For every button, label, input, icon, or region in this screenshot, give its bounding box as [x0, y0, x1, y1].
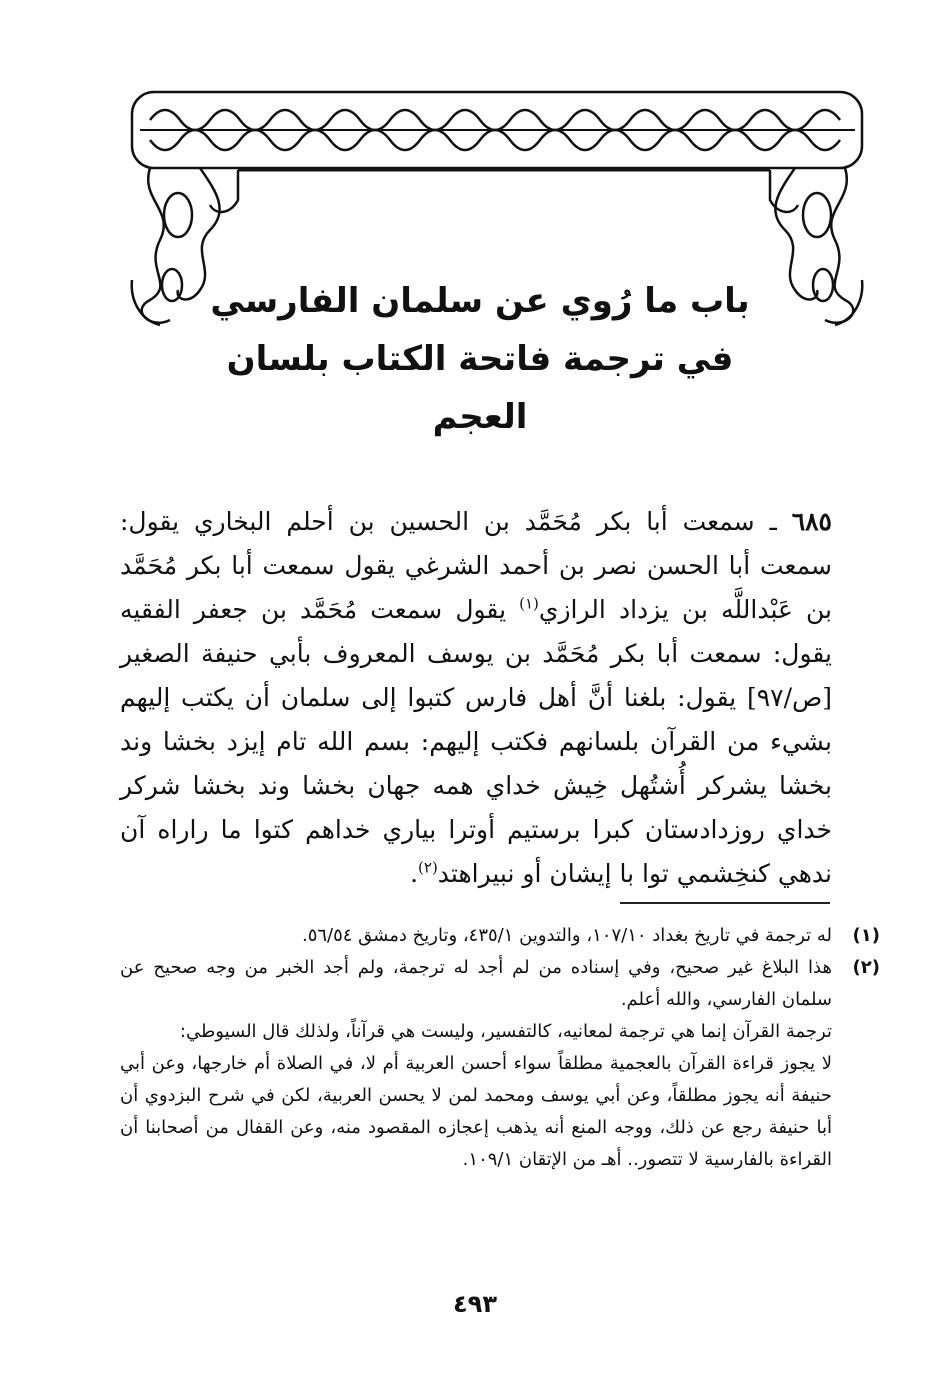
footnote-ref-1: (١)	[519, 594, 539, 613]
chapter-title-line-1: باب ما رُوي عن سلمان الفارسي	[210, 281, 750, 321]
hadith-paragraph	[120, 500, 832, 896]
footnote-2-number: (٢)	[852, 957, 880, 978]
chapter-title	[200, 272, 760, 446]
footnote-2-paragraph-2: لا يجوز قراءة القرآن بالعجمية مطلقاً سواء أحسن العربية أم لا، في الصلاة أم خارجها، وعن أبي حنيفة أنه يجوز مطلقاً، وعن أبي يوسف ومحمد لمن لا يحسن العربية، لكن في شرح البزدوي أن أبا حنيفة رجع عن ذلك، ووجه المنع أنه يذهب إعجازه المقصود منه، وعن القفال من أصحابنا أن القراءة بالفارسية لا تتصور.. أهـ من الإتقان ١٠٩/١.	[120, 1053, 832, 1170]
page-number: ٤٩٣	[453, 1290, 497, 1318]
footnote-2-paragraph-1: ترجمة القرآن إنما هي ترجمة لمعانيه، كالتفسير، وليست هي قرآناً، ولذلك قال السيوطي:	[179, 1021, 832, 1042]
footnote-1-text: له ترجمة في تاريخ بغداد ١٠٧/١٠، والتدوين ٤٣٥/١، وتاريخ دمشق ٥٦/٥٤.	[301, 925, 832, 946]
footnote-1-number: (١)	[852, 925, 880, 946]
hadith-text-part-1: ـ سمعت أبا بكر مُحَمَّد بن الحسين بن أحلم البخاري يقول: سمعت أبا الحسن نصر بن أحمد الشرغي يقول سمعت أبا بكر مُحَمَّد بن عَبْداللَّه بن يزداد الرازي	[120, 507, 832, 624]
footnotes	[120, 920, 880, 1176]
footnote-ref-2: (٢)	[418, 858, 438, 877]
hadith-text-part-2: يقول سمعت مُحَمَّد بن جعفر الفقيه يقول: سمعت أبا بكر مُحَمَّد بن يوسف المعروف بأبي حنيفة الصغير [ص/٩٧] يقول: بلغنا أنَّ أهل فارس كتبوا إلى سلمان أن يكتب إليهم بشيء من القرآن بلسانهم فكتب إليهم: بسم الله تام إيزد بخشا وند بخشا يشركر أُشتُهل خِيش خداي همه جهان بخشا وند بخشا شركر خداي روزدادستان كبرا برستيم أوترا بياري خداهم كتوا ما راراه آن ندهي كنخِشمي توا با إيشان أو نبيراهتد	[120, 595, 832, 888]
footnote-2	[120, 952, 880, 1016]
chapter-title-line-2: في ترجمة فاتحة الكتاب بلسان العجم	[226, 339, 734, 437]
footnote-1	[120, 920, 880, 952]
footnote-2-text: هذا البلاغ غير صحيح، وفي إسناده من لم أجد له ترجمة، ولم أجد الخبر من وجه صحيح عن سلمان الفارسي، والله أعلم.	[120, 957, 832, 1010]
hadith-text-end: .	[410, 859, 419, 888]
hadith-number: ٦٨٥	[791, 507, 832, 536]
footnote-separator	[620, 902, 830, 904]
